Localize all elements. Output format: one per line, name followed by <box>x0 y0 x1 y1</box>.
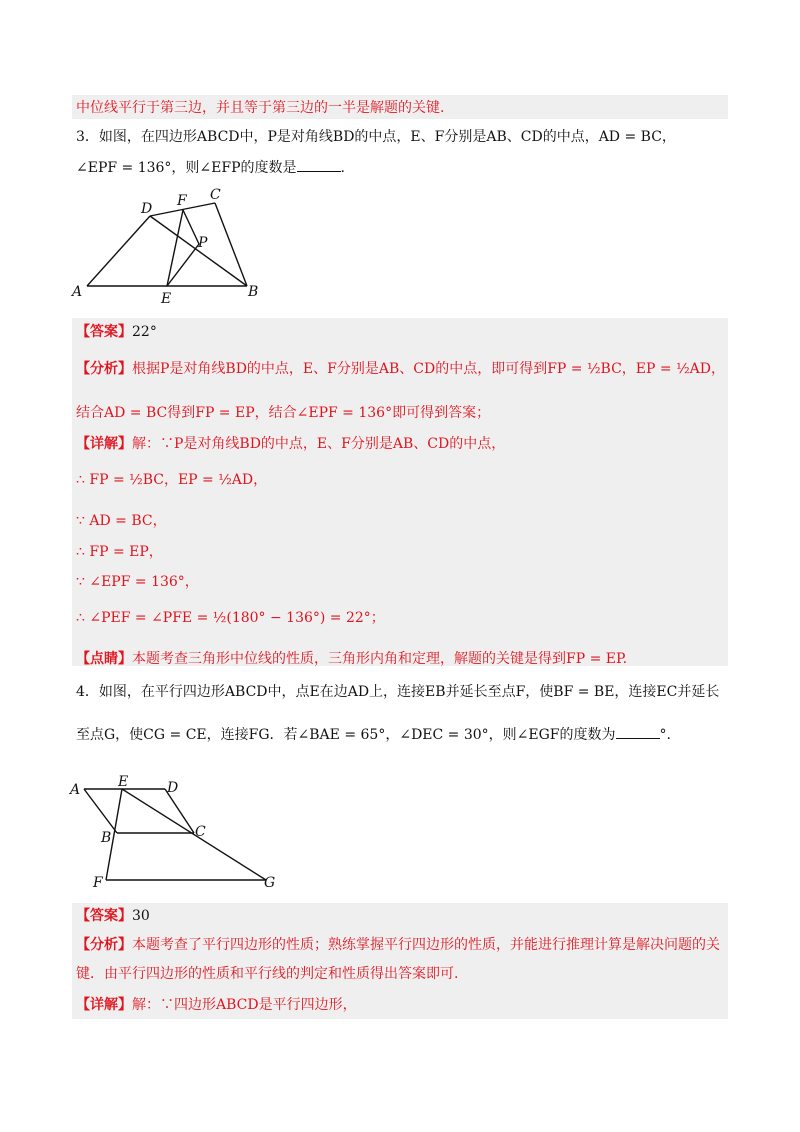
q3-label-e: E <box>161 291 172 307</box>
q4-answer-tag: 【答案】 <box>76 908 132 924</box>
q4-answer-blank <box>616 726 660 739</box>
q3-detail-row1 <box>76 434 505 454</box>
q3-figure <box>70 183 270 308</box>
q4-label-f: F <box>93 875 103 891</box>
q3-detail-3: ∵ AD = BC， <box>76 513 167 529</box>
q4-label-b: B <box>101 830 112 846</box>
q3-answer-blank <box>297 159 341 172</box>
q4-answer-row <box>76 906 150 926</box>
q3-answer-row <box>76 322 157 342</box>
q4-answer: 30 <box>132 908 150 924</box>
q4-analysis-2: 键．由平行四边形的性质和平行线的判定和性质得出答案即可. <box>76 966 459 982</box>
q4-analysis-1: 本题考查了平行四边形的性质；熟练掌握平行四边形的性质，并能进行推理计算是解决问题的关 <box>132 937 720 953</box>
q4-label-a: A <box>70 782 81 798</box>
q3-detail-5: ∵ ∠EPF = 136°， <box>76 574 199 590</box>
q3-analysis-row1 <box>76 359 725 379</box>
q3-text-line2 <box>76 158 345 178</box>
q3-label-f: F <box>177 193 187 209</box>
q3-analysis-2: 结合AD = BC得到FP = EP，结合∠EPF = 136°即可得到答案； <box>76 405 491 421</box>
q4-analysis-row1 <box>76 935 720 955</box>
q3-detail-tag: 【详解】 <box>76 436 132 452</box>
q3-label-b: B <box>248 284 259 300</box>
q3-label-p: P <box>198 235 208 251</box>
q4-label-e: E <box>118 774 129 790</box>
q4-detail-1: 解：∵四边形ABCD是平行四边形， <box>132 997 357 1013</box>
q3-detail-2: ∴ FP = ½BC，EP = ½AD， <box>76 472 268 488</box>
q4-label-c: C <box>195 824 206 840</box>
q3-label-c: C <box>210 187 221 203</box>
q4-label-g: G <box>264 875 276 891</box>
q3-stem-end: . <box>340 160 345 176</box>
q3-label-d: D <box>141 201 153 217</box>
q4-label-d: D <box>167 780 179 796</box>
q4-stem: 至点G，使CG = CE，连接FG．若∠BAE = 65°，∠DEC = 30°，则∠EGF的度数为 <box>76 727 616 743</box>
q3-answer-tag: 【答案】 <box>76 324 132 340</box>
q4-text-line1: 4．如图，在平行四边形ABCD中，点E在边AD上，连接EB并延长至点F，使BF = BE，连接EC并延长 <box>76 684 720 700</box>
q3-analysis-tag: 【分析】 <box>76 361 132 377</box>
q4-analysis-tag: 【分析】 <box>76 937 132 953</box>
q3-comment-row <box>76 649 627 669</box>
q3-stem: ∠EPF = 136°，则∠EFP的度数是 <box>76 160 297 176</box>
q3-comment-tag: 【点睛】 <box>76 651 132 667</box>
top-note: 中位线平行于第三边，并且等于第三边的一半是解题的关键. <box>76 100 445 116</box>
q4-stem-end: °. <box>659 727 671 743</box>
q4-detail-row1 <box>76 995 357 1015</box>
q3-detail-6: ∴ ∠PEF = ∠PFE = ½(180° − 136°) = 22°； <box>76 610 385 626</box>
q4-detail-tag: 【详解】 <box>76 997 132 1013</box>
q3-detail-4: ∴ FP = EP， <box>76 544 163 560</box>
q3-text-line1: 3．如图，在四边形ABCD中，P是对角线BD的中点，E、F分别是AB、CD的中点，AD = BC， <box>76 129 676 145</box>
q3-comment: 本题考查三角形中位线的性质，三角形内角和定理，解题的关键是得到FP = EP. <box>132 651 628 667</box>
q3-answer: 22° <box>132 324 157 340</box>
q3-analysis-1: 根据P是对角线BD的中点，E、F分别是AB、CD的中点，即可得到FP = ½BC，EP = ½AD， <box>132 361 725 377</box>
q4-figure <box>66 770 286 895</box>
q4-text-line2 <box>76 725 671 745</box>
q3-label-a: A <box>72 284 83 300</box>
q3-detail-1: 解：∵P是对角线BD的中点，E、F分别是AB、CD的中点， <box>132 436 506 452</box>
